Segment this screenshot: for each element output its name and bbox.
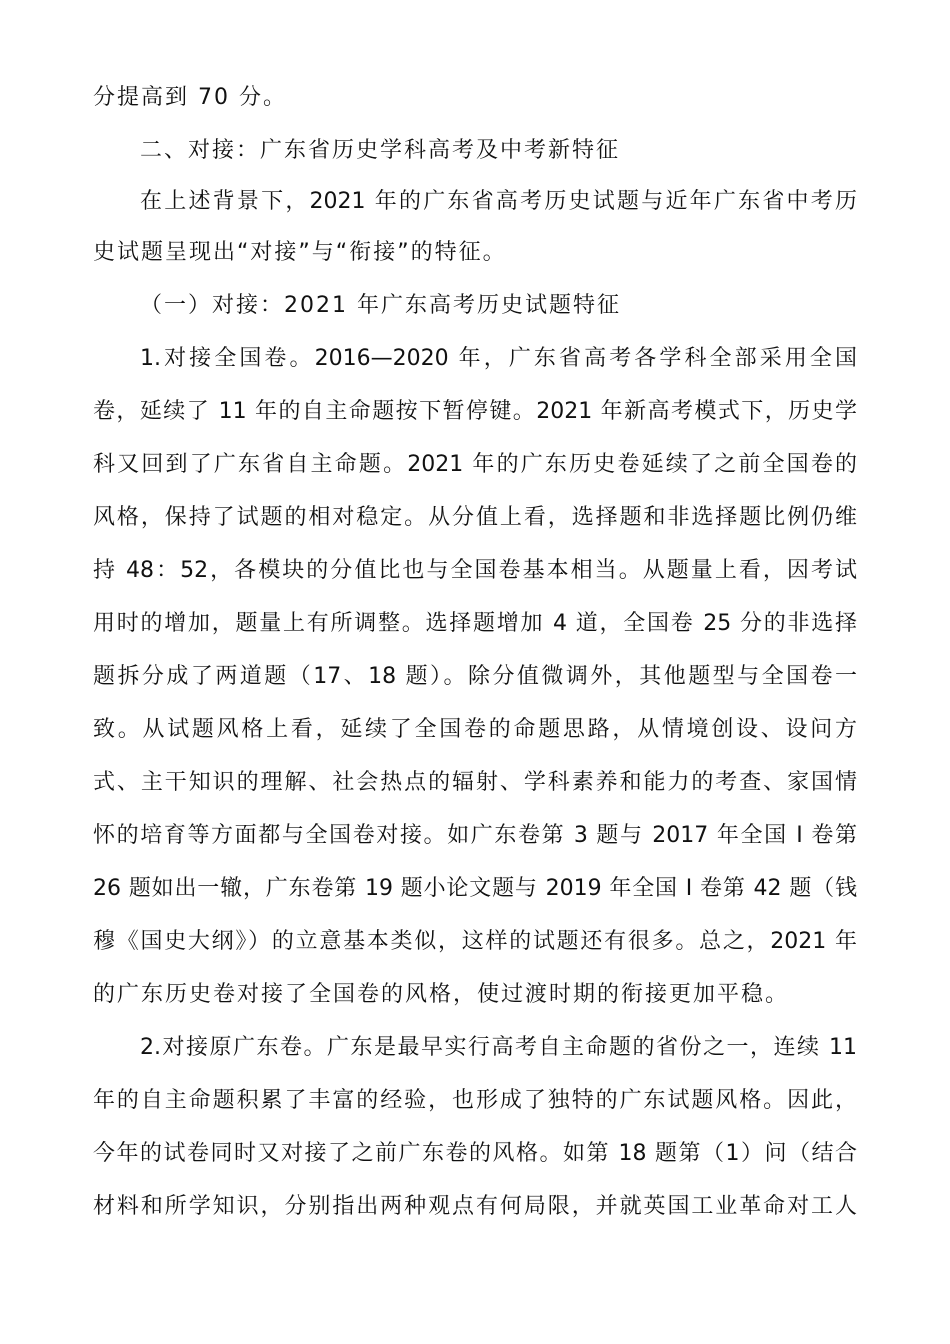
- text-line: 2.对接原广东卷。广东是最早实行高考自主命题的省份之一，连续 11: [140, 1035, 857, 1060]
- text-line: 卷，延续了 11 年的自主命题按下暂停键。2021 年新高考模式下，历史学: [93, 399, 857, 424]
- text-line: 1.对接全国卷。2016—2020 年，广东省高考各学科全部采用全国: [140, 346, 857, 371]
- text-line: 用时的增加，题量上有所调整。选择题增加 4 道，全国卷 25 分的非选择: [93, 611, 857, 636]
- text-line: 穆《国史大纲》）的立意基本类似，这样的试题还有很多。总之，2021 年: [93, 929, 857, 954]
- text-line: 材料和所学知识，分别指出两种观点有何局限，并就英国工业革命对工人: [93, 1194, 857, 1219]
- text-line: 科又回到了广东省自主命题。2021 年的广东历史卷延续了之前全国卷的: [93, 452, 857, 477]
- subsection-heading: （一）对接：2021 年广东高考历史试题特征: [140, 293, 621, 318]
- text-line: 的广东历史卷对接了全国卷的风格，使过渡时期的衔接更加平稳。: [93, 982, 790, 1007]
- text-line: 26 题如出一辙，广东卷第 19 题小论文题与 2019 年全国 I 卷第 42 题（钱: [93, 876, 857, 901]
- text-line: 年的自主命题积累了丰富的经验，也形成了独特的广东试题风格。因此，: [93, 1088, 857, 1113]
- text-line: 在上述背景下，2021 年的广东省高考历史试题与近年广东省中考历: [140, 189, 857, 214]
- text-line: 式、主干知识的理解、社会热点的辐射、学科素养和能力的考查、家国情: [93, 770, 857, 795]
- text-line: 风格，保持了试题的相对稳定。从分值上看，选择题和非选择题比例仍维: [93, 505, 857, 530]
- section-heading: 二、对接：广东省历史学科高考及中考新特征: [140, 138, 621, 163]
- text-line: 题拆分成了两道题（17、18 题）。除分值微调外，其他题型与全国卷一: [93, 664, 857, 689]
- text-line: 致。从试题风格上看，延续了全国卷的命题思路，从情境创设、设问方: [93, 717, 857, 742]
- text-line: 持 48：52，各模块的分值比也与全国卷基本相当。从题量上看，因考试: [93, 558, 857, 583]
- text-line: 今年的试卷同时又对接了之前广东卷的风格。如第 18 题第（1）问（结合: [93, 1141, 857, 1166]
- text-line: 史试题呈现出“对接”与“衔接”的特征。: [93, 240, 507, 265]
- text-line: 怀的培育等方面都与全国卷对接。如广东卷第 3 题与 2017 年全国 I 卷第: [93, 823, 857, 848]
- text-line: 分提高到 70 分。: [93, 85, 287, 110]
